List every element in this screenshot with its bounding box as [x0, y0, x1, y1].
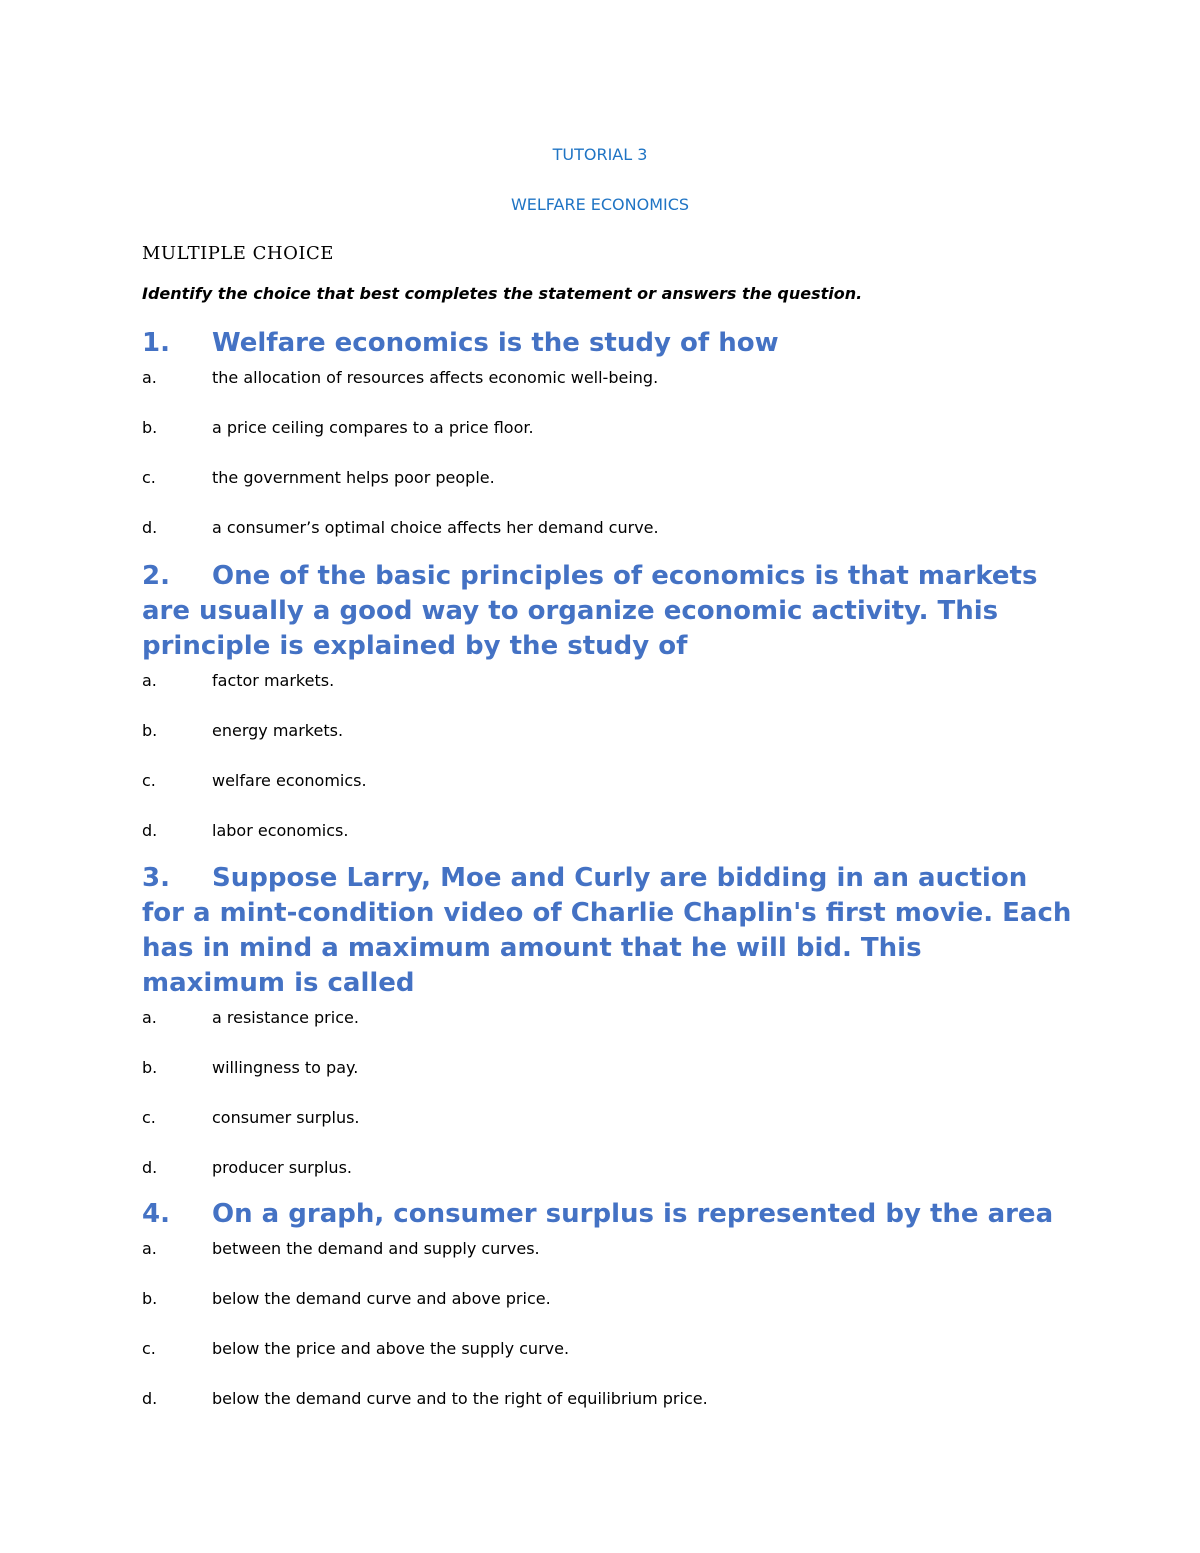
option-c [142, 770, 1072, 820]
option-letter: c. [142, 468, 156, 487]
option-b [142, 417, 1072, 467]
option-text: willingness to pay. [212, 1058, 359, 1077]
instructions-text: Identify the choice that best completes the statement or answers the question. [142, 284, 863, 303]
question-4 [142, 1197, 1072, 1438]
question-stem [142, 861, 1072, 1001]
question-stem [142, 1197, 1072, 1232]
option-b [142, 1057, 1072, 1107]
option-a [142, 367, 1072, 417]
option-c [142, 1107, 1072, 1157]
option-text: welfare economics. [212, 771, 367, 790]
option-letter: c. [142, 1339, 156, 1358]
option-letter: d. [142, 1389, 158, 1408]
option-a [142, 670, 1072, 720]
question-number: 3. [142, 863, 170, 893]
option-letter: c. [142, 1108, 156, 1127]
option-letter: b. [142, 418, 158, 437]
option-d [142, 1388, 1072, 1438]
option-letter: b. [142, 721, 158, 740]
option-text: below the demand curve and above price. [212, 1289, 551, 1308]
option-text: factor markets. [212, 671, 335, 690]
option-a [142, 1007, 1072, 1057]
question-number: 2. [142, 561, 170, 591]
option-c [142, 1338, 1072, 1388]
question-text: Welfare economics is the study of how [212, 328, 779, 358]
option-text: consumer surplus. [212, 1108, 360, 1127]
option-text: the government helps poor people. [212, 468, 495, 487]
option-text: producer surplus. [212, 1158, 352, 1177]
question-stem [142, 559, 1072, 664]
option-text: between the demand and supply curves. [212, 1239, 540, 1258]
topic-title: WELFARE ECONOMICS [510, 195, 690, 214]
option-letter: b. [142, 1058, 158, 1077]
option-text: a consumer’s optimal choice affects her demand curve. [212, 518, 659, 537]
option-c [142, 467, 1072, 517]
option-text: labor economics. [212, 821, 349, 840]
option-b [142, 720, 1072, 770]
option-text: below the demand curve and to the right of equilibrium price. [212, 1389, 708, 1408]
question-number: 4. [142, 1199, 170, 1229]
question-number: 1. [142, 328, 170, 358]
question-text: Suppose Larry, Moe and Curly are bidding in an auction for a mint-condition video of Charlie Chaplin's first movie. Each has in mind a maximum amount that he will bid. This maximum is called [142, 863, 1072, 998]
question-3 [142, 861, 1072, 1207]
option-text: energy markets. [212, 721, 344, 740]
question-1 [142, 326, 1072, 567]
tutorial-title: TUTORIAL 3 [552, 145, 648, 164]
option-letter: d. [142, 1158, 158, 1177]
option-letter: d. [142, 821, 158, 840]
option-letter: a. [142, 368, 157, 387]
section-heading: MULTIPLE CHOICE [142, 243, 334, 264]
option-letter: b. [142, 1289, 158, 1308]
option-letter: c. [142, 771, 156, 790]
option-letter: a. [142, 1008, 157, 1027]
option-text: a price ceiling compares to a price floor. [212, 418, 534, 437]
option-letter: d. [142, 518, 158, 537]
option-a [142, 1238, 1072, 1288]
option-letter: a. [142, 671, 157, 690]
option-text: below the price and above the supply curve. [212, 1339, 570, 1358]
option-text: the allocation of resources affects economic well-being. [212, 368, 659, 387]
question-text: One of the basic principles of economics is that markets are usually a good way to organize economic activity. This principle is explained by the study of [142, 561, 1038, 661]
option-letter: a. [142, 1239, 157, 1258]
option-b [142, 1288, 1072, 1338]
question-2 [142, 559, 1072, 870]
question-text: On a graph, consumer surplus is represented by the area [212, 1199, 1054, 1229]
question-stem [142, 326, 1072, 361]
option-text: a resistance price. [212, 1008, 359, 1027]
